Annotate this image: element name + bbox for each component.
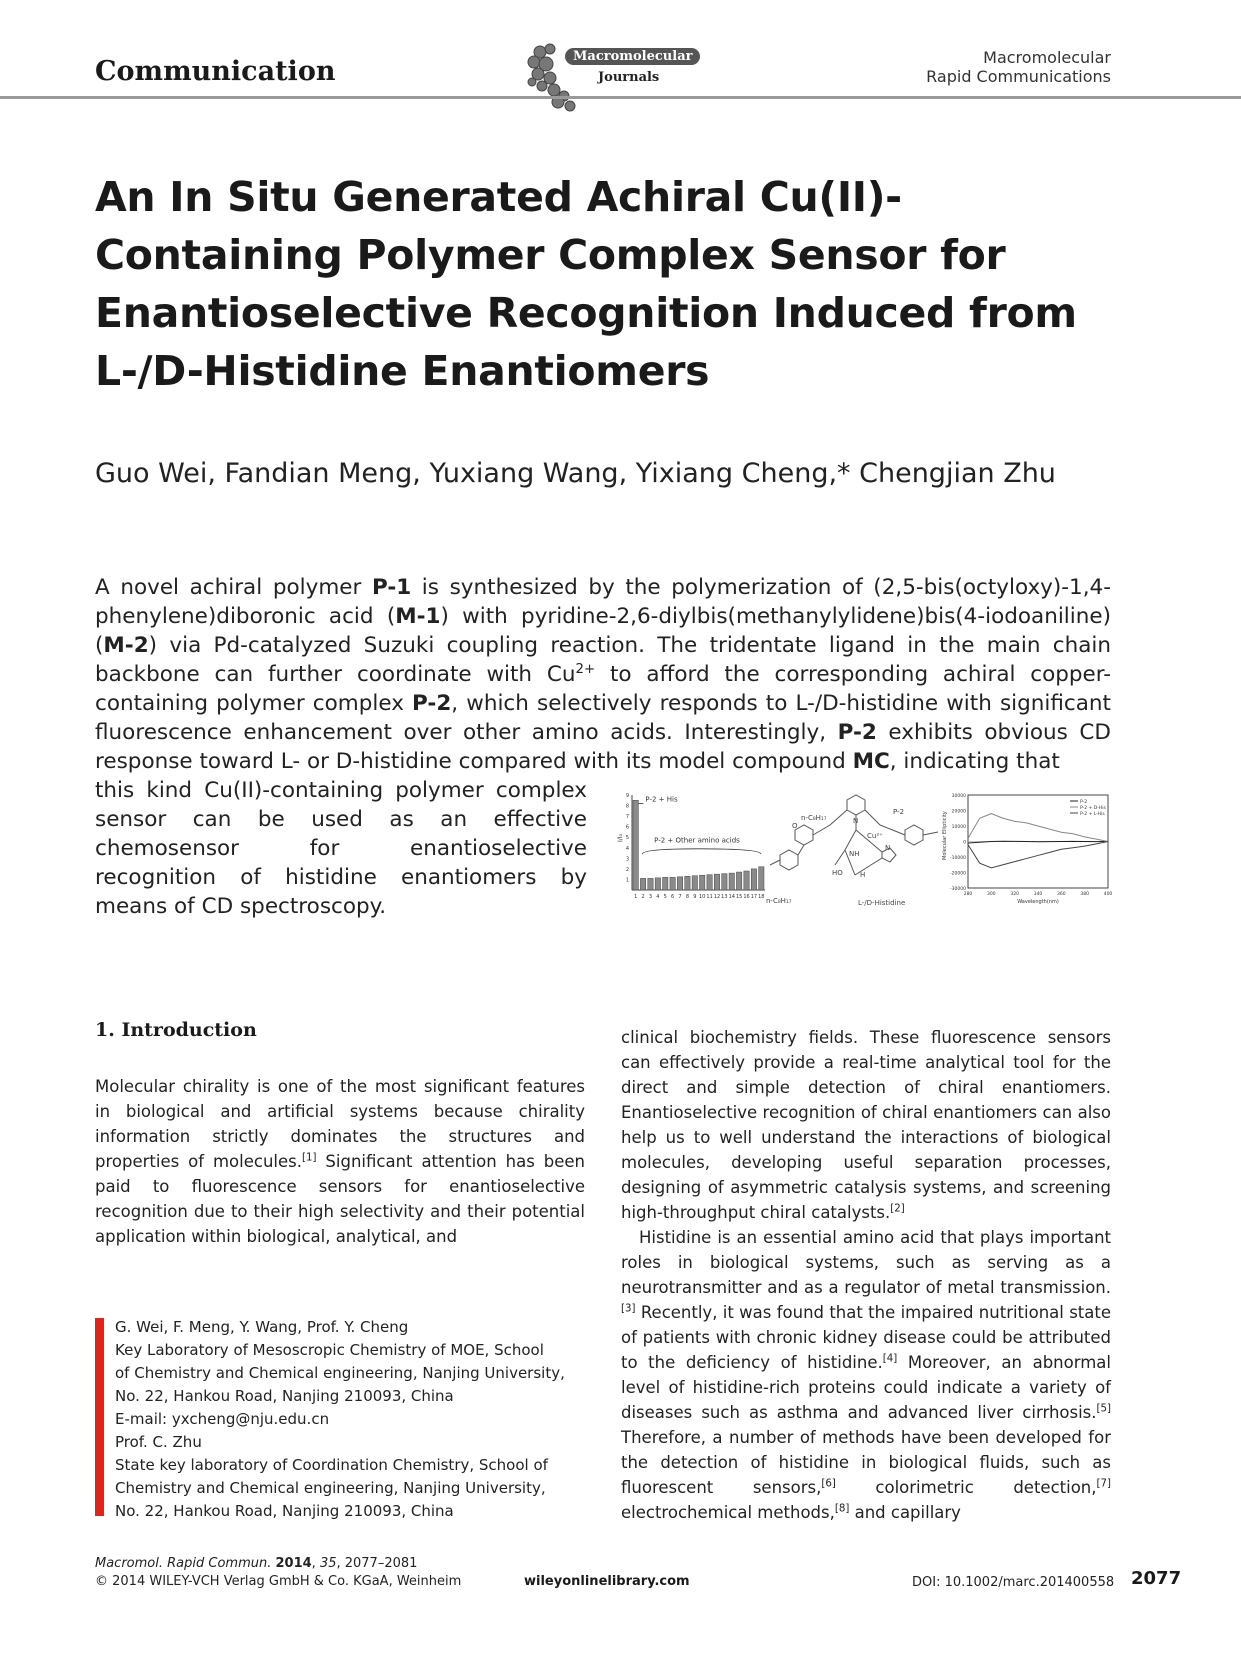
label-copper: Cu²⁺ [867, 832, 883, 840]
x-tick-label: 280 [963, 892, 973, 897]
compound-label: P-2 [837, 720, 877, 745]
intro-left-column [95, 1074, 585, 1249]
x-tick-label: 7 [678, 894, 682, 900]
y-tick-label: 2 [625, 866, 629, 873]
intro-right-column [621, 1025, 1111, 1525]
citation[interactable]: [3] [621, 1303, 636, 1315]
paragraph-text: and capillary [849, 1503, 961, 1522]
bar [655, 878, 660, 890]
y-tick-label: -30000 [950, 887, 966, 892]
x-tick-label: 6 [671, 894, 675, 900]
bar [663, 877, 668, 890]
bar [700, 875, 705, 890]
paragraph-text: Histidine is an essential amino acid that plays important roles in biological systems, such as serving as a neurotransmitter and as a regulator of metal transmission. [621, 1228, 1111, 1297]
series-line [968, 814, 1108, 842]
x-tick-label: 17 [750, 894, 758, 900]
bar [648, 878, 653, 890]
y-axis-label: I/I₀ [617, 834, 624, 842]
bond [845, 830, 856, 850]
abstract-text: ) via Pd-catalyzed Suzuki coupling reaction. The tridentate ligand in the main chain backbone can further coordinate with Cu [95, 633, 1111, 687]
citation[interactable]: [5] [1096, 1403, 1111, 1415]
bar [751, 869, 756, 890]
phenyl-ring [795, 825, 813, 845]
abstract-text: , which selectively responds to L-/D-histidine with significant fluorescence enhancement over other amino acids. Interestingly, [95, 691, 1111, 745]
paragraph-text: electrochemical methods, [621, 1503, 835, 1522]
abstract-text: to afford the corresponding achiral copper-containing polymer complex [95, 662, 1112, 716]
x-tick-label: 8 [685, 894, 690, 900]
bond [830, 810, 847, 825]
page-number: 2077 [1131, 1568, 1182, 1589]
journal-name [926, 48, 1111, 86]
abstract [95, 573, 1111, 776]
citation[interactable]: [4] [882, 1353, 898, 1365]
annotation-others: P-2 + Other amino acids [654, 836, 740, 845]
bond [880, 825, 905, 835]
x-tick-label: 11 [706, 894, 713, 900]
doi-link[interactable]: DOI: 10.1002/marc.201400558 [912, 1575, 1115, 1590]
citation[interactable]: [7] [1096, 1478, 1111, 1490]
label-ho: HO [832, 869, 843, 877]
bar [692, 876, 697, 890]
affiliation-line: State key laboratory of Coordination Chemistry, School of [115, 1456, 548, 1474]
affiliation-block [115, 1316, 575, 1523]
label-histidine: L-/D-Histidine [858, 899, 906, 907]
paragraph-text: Molecular chirality is one of the most significant features in biological and artificial systems because chirality information strictly dominates the structures and properties of molecules. [95, 1077, 585, 1171]
label-amine: NH [849, 850, 860, 858]
publisher-site-link[interactable]: wileyonlinelibrary.com [524, 1574, 690, 1589]
y-tick-label: 3 [625, 856, 629, 863]
paragraph-text: clinical biochemistry fields. These fluorescence sensors can effectively provide a real-time analytical tool for the direct and simple detection of chiral enantiomers. Enantioselective recognition of chiral enantiomers can also help us to well understand the interactions of biological molecules, developing useful separation processes, designing of asymmetric catalysis systems, and screening high-throughput chiral catalysts. [621, 1028, 1111, 1222]
article-title: An In Situ Generated Achiral Cu(II)-Containing Polymer Complex Sensor for Enantioselective Recognition Induced from L-/D-Histidine Enantiomers [95, 173, 1077, 395]
bond [865, 810, 880, 825]
bar [736, 872, 741, 890]
paragraph-text: colorimetric detection, [835, 1478, 1097, 1497]
compound-label: M-2 [103, 633, 149, 658]
y-axis-label: Molecular Ellipticity [942, 811, 948, 860]
journal-name-line1: Macromolecular [983, 48, 1111, 67]
bond [798, 845, 804, 855]
bond [835, 850, 845, 865]
journal-pages: , 2077–2081 [336, 1556, 418, 1571]
label-oxygen: O [792, 822, 798, 830]
header-rule [0, 96, 1241, 99]
affiliation-line: Chemistry and Chemical engineering, Nanjing University, [115, 1479, 546, 1497]
journal-logo [520, 40, 700, 114]
bar [722, 874, 727, 890]
bar [685, 876, 690, 890]
logo-text-journals: Journals [598, 70, 660, 85]
y-tick-label: 9 [625, 793, 629, 799]
x-tick-label: 14 [728, 894, 735, 900]
series-line [968, 841, 1108, 843]
x-tick-label: 12 [713, 894, 721, 900]
legend-label: P-2 + D-His [1080, 806, 1106, 811]
paragraph-text: Moreover, an abnormal level of histidine-rich proteins could indicate a variety of diseases such as asthma and advanced liver cirrhosis. [621, 1353, 1111, 1422]
bar-chart-panel [617, 793, 765, 900]
affiliation-email[interactable]: E-mail: yxcheng@nju.edu.cn [115, 1410, 330, 1428]
phenyl-ring [780, 850, 798, 870]
affiliation-line: G. Wei, F. Meng, Y. Wang, Prof. Y. Cheng [115, 1318, 409, 1336]
group-brace [642, 849, 761, 854]
abstract-text: is synthesized by the polymerization of (2,5-bis(octyloxy)-1,4-phenylene)diboronic acid ( [95, 575, 1111, 629]
abstract-text: A novel achiral polymer [95, 575, 372, 600]
toc-graphic [617, 790, 1113, 910]
bond [770, 860, 780, 865]
bond [813, 825, 830, 835]
paragraph [621, 1225, 1111, 1525]
y-tick-label: 5 [625, 835, 629, 842]
y-tick-label: 0 [963, 840, 966, 846]
affiliation-line: of Chemistry and Chemical engineering, Nanjing University, [115, 1364, 565, 1382]
journal-abbrev: Macromol. Rapid Commun. [95, 1556, 272, 1571]
x-tick-label: 10 [699, 894, 706, 900]
chemical-structure [770, 795, 938, 875]
journal-year: 2014 [275, 1556, 312, 1571]
y-tick-label: 6 [625, 824, 629, 831]
y-tick-label: 10000 [951, 825, 966, 830]
cd-spectrum-panel [942, 793, 1112, 905]
bar [744, 871, 749, 890]
x-tick-label: 320 [1010, 892, 1019, 897]
y-tick-label: 4 [625, 845, 629, 852]
y-tick-label: 30000 [951, 794, 966, 799]
x-tick-label: 300 [987, 892, 996, 897]
label-octyl-2: n-C₈H₁₇ [766, 897, 792, 905]
x-axis-label: Wavelength(nm) [1017, 899, 1059, 905]
x-tick-label: 18 [758, 894, 765, 900]
legend-label: P-2 + L-His [1080, 812, 1105, 817]
affiliation-line: Key Laboratory of Mesoscropic Chemistry of MOE, School [115, 1341, 544, 1359]
x-tick-label: 15 [735, 894, 743, 900]
y-tick-label: 1 [625, 877, 629, 884]
label-pyridine-n: N [853, 817, 859, 825]
bar [640, 878, 645, 890]
compound-label: P-1 [371, 575, 412, 600]
label-p2: P-2 [893, 808, 905, 816]
citation[interactable]: [1] [302, 1152, 317, 1164]
phenyl-ring [905, 825, 923, 845]
pyridine-ring [847, 795, 865, 815]
logo-text-macromolecular: Macromolecular [565, 48, 700, 65]
paragraph [95, 1074, 585, 1249]
copyright-line: © 2014 WILEY-VCH Verlag GmbH & Co. KGaA, Weinheim [95, 1574, 462, 1589]
citation[interactable]: [2] [890, 1203, 905, 1215]
affiliation-line: No. 22, Hankou Road, Nanjing 210093, China [115, 1387, 454, 1405]
abstract-text: exhibits obvious CD response toward L- or D-histidine compared with its model compound [95, 720, 1111, 774]
abstract-text: ) with pyridine-2,6-diylbis(methanylylidene)bis(4-iodoaniline) ( [95, 604, 1111, 658]
y-tick-label: 7 [625, 814, 629, 821]
abstract-tail: this kind Cu(II)-containing polymer complex sensor can be used as an effective chemosensor for enantioselective recognition of histidine enantiomers by means of CD spectroscopy. [95, 778, 587, 919]
bar [707, 875, 712, 890]
citation-footer [95, 1555, 461, 1591]
y-tick-label: 8 [625, 803, 629, 810]
x-tick-label: 9 [693, 894, 697, 900]
y-tick-label: -10000 [950, 856, 966, 861]
label-octyl: n-C₈H₁₇ [801, 814, 827, 822]
compound-label: MC [852, 749, 890, 774]
bar [670, 877, 675, 890]
compound-label: M-1 [395, 604, 441, 629]
bond [923, 832, 938, 835]
x-tick-label: 380 [1080, 892, 1089, 897]
paragraph-text: Significant attention has been paid to fluorescence sensors for enantioselective recognition due to their high selectivity and their potential application within biological, analytical, and [95, 1152, 585, 1246]
label-imidazole-n: N [885, 844, 891, 852]
x-tick-label: 360 [1057, 892, 1066, 897]
journal-volume: 35 [319, 1556, 337, 1571]
bar [714, 874, 719, 890]
x-tick-label: 1 [634, 894, 638, 900]
citation[interactable]: [6] [821, 1478, 836, 1490]
paragraph-text: Recently, it was found that the impaired nutritional state of patients with chronic kidney disease could be attributed to the deficiency of histidine. [621, 1303, 1111, 1372]
bar [633, 800, 638, 890]
charge-superscript: 2+ [575, 661, 596, 677]
label-h: H [860, 871, 866, 879]
bar [729, 873, 734, 890]
section-label: Communication [95, 56, 336, 87]
affiliation-line: No. 22, Hankou Road, Nanjing 210093, China [115, 1502, 454, 1520]
author-list: Guo Wei, Fandian Meng, Yuxiang Wang, Yixiang Cheng,* Chengjian Zhu [95, 458, 1056, 489]
annotation-his: P-2 + His [645, 795, 678, 804]
x-tick-label: 400 [1103, 892, 1113, 897]
compound-label: P-2 [412, 691, 452, 716]
journal-name-line2: Rapid Communications [926, 67, 1111, 86]
x-tick-label: 16 [743, 894, 750, 900]
x-tick-label: 340 [1033, 892, 1043, 897]
x-tick-label: 3 [648, 894, 653, 900]
affiliation-accent-bar [95, 1318, 104, 1516]
section-heading: 1. Introduction [95, 1019, 257, 1041]
citation[interactable]: [8] [834, 1503, 850, 1515]
x-tick-label: 13 [721, 894, 728, 900]
bar [759, 867, 764, 890]
abstract-text: , indicating that [889, 749, 1060, 774]
legend-label: P-2 [1080, 800, 1088, 805]
affiliation-line: Prof. C. Zhu [115, 1433, 202, 1451]
citation-line: Macromol. Rapid Commun. 2014, 35, 2077–2081 [95, 1556, 418, 1571]
bar [677, 877, 682, 890]
y-tick-label: -20000 [950, 871, 966, 877]
x-tick-label: 4 [656, 894, 660, 900]
paragraph [621, 1025, 1111, 1225]
x-tick-label: 2 [641, 894, 645, 900]
x-tick-label: 5 [663, 894, 667, 900]
y-tick-label: 20000 [951, 809, 966, 815]
series-line [968, 842, 1108, 868]
paragraph-text: Therefore, a number of methods have been developed for the detection of histidine in biological fluids, such as fluorescent sensors, [621, 1428, 1111, 1497]
